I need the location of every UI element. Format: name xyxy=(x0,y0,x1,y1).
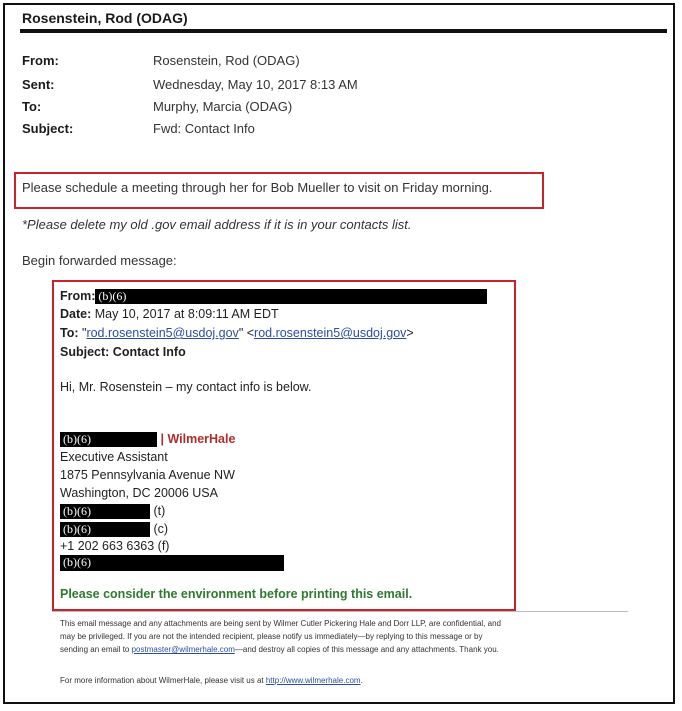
redaction-name: (b)(6) xyxy=(60,432,157,447)
firm-name: | WilmerHale xyxy=(160,432,236,446)
wilmerhale-website-link[interactable]: http://www.wilmerhale.com xyxy=(265,676,361,685)
fwd-from-label: From: xyxy=(60,289,96,303)
fwd-from xyxy=(60,289,487,304)
sig-fax: +1 202 663 6363 (f) xyxy=(60,539,170,553)
sig-title: Executive Assistant xyxy=(60,450,168,464)
sig-phone-t xyxy=(60,504,165,519)
fwd-to-label: To: xyxy=(60,326,79,340)
fwd-to xyxy=(60,326,414,340)
footer-divider xyxy=(52,611,628,612)
signature-note: *Please delete my old .gov email address if it is in your contacts list. xyxy=(22,217,412,232)
fwd-date xyxy=(60,307,279,321)
header-to-label: To: xyxy=(22,99,42,114)
fwd-to-address-link[interactable]: rod.rosenstein5@usdoj.gov xyxy=(254,326,407,340)
environment-note: Please consider the environment before printing this email. xyxy=(60,587,413,601)
header-from-label: From: xyxy=(22,53,59,68)
begin-forwarded: Begin forwarded message: xyxy=(22,253,177,268)
header-sent-value: Wednesday, May 10, 2017 8:13 AM xyxy=(153,77,358,92)
fwd-to-display-link[interactable]: rod.rosenstein5@usdoj.gov xyxy=(86,326,239,340)
footer-line-3-pre: sending an email to xyxy=(60,645,132,654)
footer-line-1: This email message and any attachments are being sent by Wilmer Cutler Pickering Hale and Dorr LLP, are confidential, and xyxy=(60,619,501,628)
sig-phone-c xyxy=(60,522,168,537)
fwd-greeting: Hi, Mr. Rosenstein – my contact info is below. xyxy=(60,380,312,394)
sig-address-2: Washington, DC 20006 USA xyxy=(60,486,218,500)
highlight-box-forwarded xyxy=(52,280,516,611)
fwd-to-quote-open: " xyxy=(82,326,87,340)
sig-name-line xyxy=(60,432,235,447)
postmaster-link[interactable]: postmaster@wilmerhale.com xyxy=(131,645,235,654)
redaction-from: (b)(6) xyxy=(95,289,487,304)
redaction-email: (b)(6) xyxy=(60,555,284,571)
sig-address-1: 1875 Pennsylvania Avenue NW xyxy=(60,468,235,482)
fwd-date-label: Date: xyxy=(60,307,92,321)
request-line: Please schedule a meeting through her for Bob Mueller to visit on Friday morning. xyxy=(22,180,493,195)
footer-info xyxy=(60,676,363,685)
redaction-phone-c: (b)(6) xyxy=(60,522,150,537)
header-sent-label: Sent: xyxy=(22,77,55,92)
fwd-to-quote-close: " < xyxy=(238,326,255,340)
header-to-value: Murphy, Marcia (ODAG) xyxy=(153,99,293,114)
footer-info-pre: For more information about WilmerHale, please visit us at xyxy=(60,676,266,685)
footer-line-3 xyxy=(60,645,499,654)
fwd-subject-value: Contact Info xyxy=(112,345,186,359)
sender-name: Rosenstein, Rod (ODAG) xyxy=(22,10,188,26)
header-rule xyxy=(20,29,667,33)
fwd-subject-label: Subject: xyxy=(60,345,110,359)
header-from-value: Rosenstein, Rod (ODAG) xyxy=(153,53,300,68)
header-subject-value: Fwd: Contact Info xyxy=(153,121,255,136)
footer-line-2: may be privileged. If you are not the intended recipient, please notify us immediately—by replying to this message or by xyxy=(60,632,483,641)
sig-email xyxy=(60,555,284,571)
redaction-phone-t: (b)(6) xyxy=(60,504,150,519)
fwd-to-close: > xyxy=(406,326,414,340)
fwd-subject xyxy=(60,345,186,359)
header-subject-label: Subject: xyxy=(22,121,74,136)
sig-phone-t-suffix: (t) xyxy=(153,504,166,518)
footer-info-post: . xyxy=(360,676,363,685)
fwd-date-value: May 10, 2017 at 8:09:11 AM EDT xyxy=(94,307,279,321)
sig-phone-c-suffix: (c) xyxy=(153,522,169,536)
footer-line-3-post: —and destroy all copies of this message and any attachments. Thank you. xyxy=(234,645,499,654)
